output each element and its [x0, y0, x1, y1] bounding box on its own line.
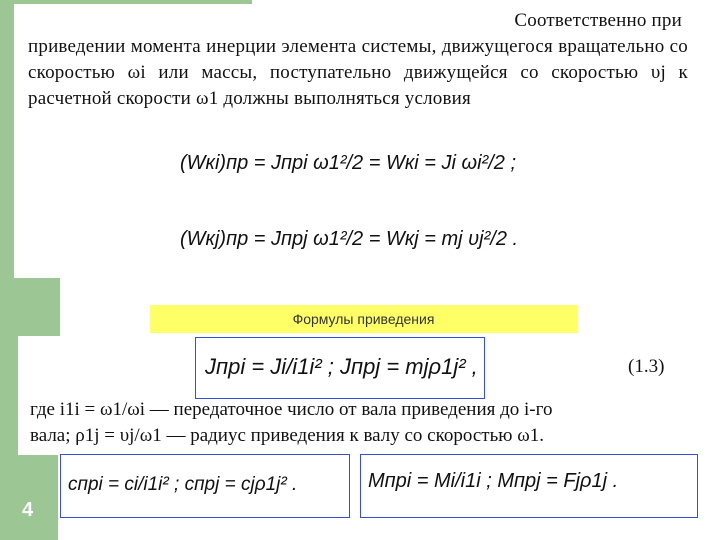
where-line-2: вала; ρ1j = υj/ω1 — радиус приведения к валу со скоростью ω1.: [30, 425, 544, 446]
where-text: [30, 397, 690, 449]
equation-moment: Mпрi = Mi/i1i ; Mпрj = Fjρ1j .: [368, 470, 619, 492]
equation-stiffness: cпрi = ci/i1i² ; cпрj = cjρ1j² .: [68, 474, 298, 495]
side-band-top: [0, 0, 14, 278]
section-highlight-label: Формулы приведения: [150, 305, 577, 333]
intro-first-line: Соответственно при: [514, 10, 682, 31]
side-band-top-right: [14, 0, 252, 4]
intro-body: приведении момента инерции элемента системы, движущегося вращательно со скоростью ωi или массы, поступательно движущейся со скоростью υj к расчетной скорости ω1 должны выполняться условия: [28, 36, 688, 109]
side-band-footer: [18, 455, 58, 540]
side-band-bottom: [0, 336, 18, 540]
equation-number: (1.3): [628, 356, 665, 377]
page-number: 4: [22, 499, 34, 521]
equation-rotational: (Wкi)пр = Jпрi ω1²/2 = Wкi = Ji ωi²/2 ;: [180, 152, 516, 174]
equation-reduction-main: Jпрi = Ji/i1i² ; Jпрj = mjρ1j² ,: [205, 354, 478, 379]
intro-text: [28, 8, 688, 112]
side-band-middle: [0, 278, 60, 336]
equation-translational: (Wкj)пр = Jпрj ω1²/2 = Wкj = mj υj²/2 .: [180, 228, 519, 250]
where-line-1: где i1i = ω1/ωi — передаточное число от вала приведения до i-го: [30, 399, 553, 420]
